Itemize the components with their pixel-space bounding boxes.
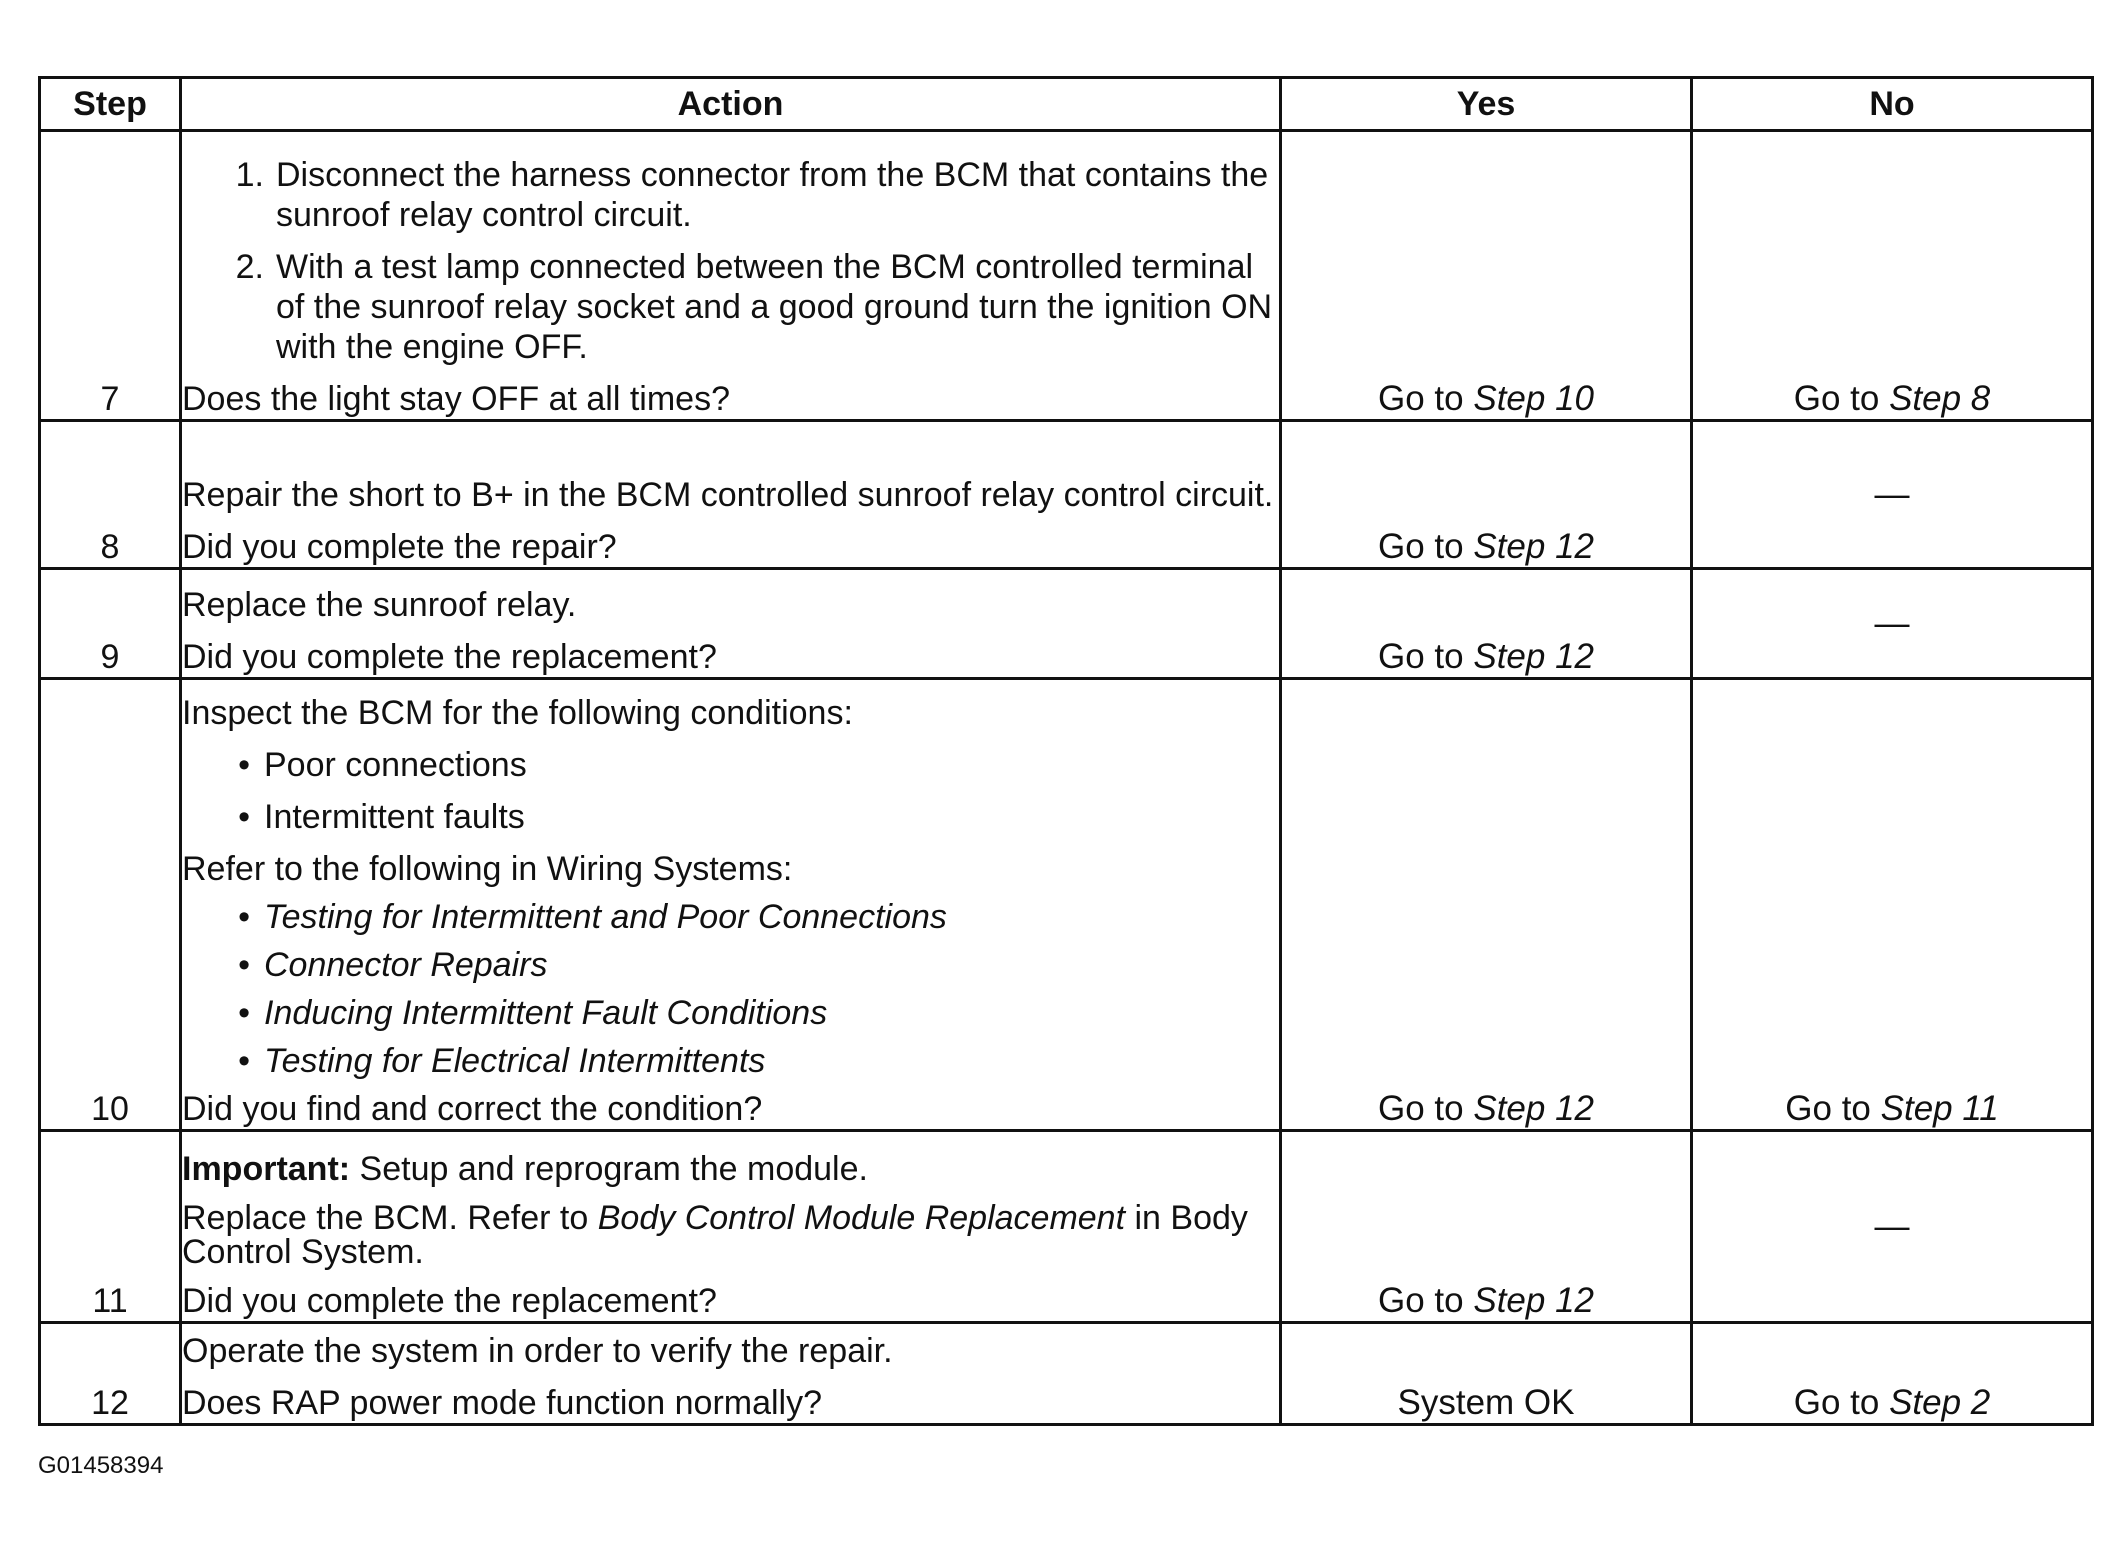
yes-cell — [1281, 1131, 1692, 1323]
no-step-ref: Step 11 — [1880, 1089, 1999, 1128]
header-step: Step — [40, 78, 181, 131]
table-row — [40, 1323, 2093, 1425]
no-prefix: Go to — [1785, 1089, 1871, 1128]
replace-instruction — [182, 1201, 1279, 1269]
yes-cell — [1281, 421, 1692, 569]
action-cell — [181, 679, 1281, 1131]
bullet-icon: • — [238, 898, 250, 936]
yes-cell: System OK — [1281, 1323, 1692, 1425]
bullet-icon: • — [238, 1042, 250, 1080]
intro-text: Inspect the BCM for the following conditions: — [182, 694, 853, 732]
bullet-icon: • — [238, 946, 250, 984]
yes-prefix: Go to — [1378, 637, 1464, 676]
question-text: Does the light stay OFF at all times? — [182, 380, 730, 418]
replace-pre: Replace the BCM. Refer to — [182, 1199, 589, 1237]
action-text: Operate the system in order to verify the repair. — [182, 1332, 893, 1370]
yes-cell — [1281, 131, 1692, 421]
important-label: Important: — [182, 1150, 351, 1188]
table-row — [40, 421, 2093, 569]
list-item — [182, 993, 1279, 1033]
numbered-instructions — [182, 155, 1279, 367]
instruction-text: Disconnect the harness connector from the BCM that contains the sunroof relay control circuit. — [276, 156, 1269, 234]
important-text: Setup and reprogram the module. — [359, 1150, 868, 1188]
no-prefix: Go to — [1793, 379, 1880, 418]
yes-prefix: Go to — [1378, 1281, 1464, 1320]
no-cell — [1692, 679, 2093, 1131]
bullet-icon: • — [238, 746, 250, 784]
list-item — [182, 745, 1279, 785]
list-item — [182, 155, 1279, 235]
item-number: 1. — [235, 156, 264, 194]
conditions-list — [182, 745, 1279, 837]
bullet-icon: • — [238, 798, 250, 836]
bullet-icon: • — [238, 994, 250, 1032]
list-item — [182, 897, 1279, 937]
table-header-row — [40, 78, 2093, 131]
action-cell — [181, 569, 1281, 679]
yes-step-ref: Step 12 — [1473, 1281, 1594, 1320]
question-text: Did you complete the replacement? — [182, 638, 717, 676]
no-step-ref: Step 8 — [1889, 379, 1991, 418]
refer-text: Refer to the following in Wiring Systems: — [182, 850, 793, 888]
step-number: 12 — [40, 1323, 181, 1425]
list-item — [182, 797, 1279, 837]
header-yes: Yes — [1281, 78, 1692, 131]
reference-text: Testing for Intermittent and Poor Connections — [264, 898, 947, 936]
step-number: 8 — [40, 421, 181, 569]
yes-cell — [1281, 569, 1692, 679]
yes-step-ref: Step 12 — [1473, 637, 1594, 676]
list-item — [182, 247, 1279, 367]
action-cell — [181, 1131, 1281, 1323]
question-text: Does RAP power mode function normally? — [182, 1384, 823, 1422]
replace-post: in Body Control System. — [182, 1199, 1248, 1271]
step-number: 10 — [40, 679, 181, 1131]
step-number: 7 — [40, 131, 181, 421]
header-no: No — [1692, 78, 2093, 131]
no-prefix: Go to — [1793, 1383, 1880, 1422]
question-text: Did you complete the repair? — [182, 528, 617, 566]
yes-prefix: Go to — [1378, 527, 1464, 566]
yes-step-ref: Step 12 — [1473, 527, 1594, 566]
diagnostic-table-container — [38, 76, 2091, 1426]
reference-text: Inducing Intermittent Fault Conditions — [264, 994, 828, 1032]
table-row — [40, 1131, 2093, 1323]
no-cell — [1692, 131, 2093, 421]
item-number: 2. — [235, 248, 264, 286]
yes-step-ref: Step 12 — [1473, 1089, 1594, 1128]
yes-cell — [1281, 679, 1692, 1131]
list-item — [182, 1041, 1279, 1081]
action-cell — [181, 421, 1281, 569]
replace-reference: Body Control Module Replacement — [597, 1199, 1126, 1237]
yes-prefix: Go to — [1378, 1089, 1464, 1128]
step-number: 11 — [40, 1131, 181, 1323]
no-step-ref: Step 2 — [1889, 1383, 1991, 1422]
no-cell: — — [1692, 421, 2093, 569]
action-text: Repair the short to B+ in the BCM controlled sunroof relay control circuit. — [182, 476, 1274, 514]
no-cell: — — [1692, 569, 2093, 679]
table-row — [40, 131, 2093, 421]
no-cell — [1692, 1323, 2093, 1425]
table-row — [40, 679, 2093, 1131]
header-action: Action — [181, 78, 1281, 131]
figure-id: G01458394 — [38, 1452, 164, 1479]
reference-text: Testing for Electrical Intermittents — [264, 1042, 766, 1080]
important-note — [182, 1149, 1279, 1189]
action-text: Replace the sunroof relay. — [182, 586, 577, 624]
no-cell: — — [1692, 1131, 2093, 1323]
reference-text: Connector Repairs — [264, 946, 548, 984]
references-list — [182, 897, 1279, 1081]
list-item — [182, 945, 1279, 985]
step-number: 9 — [40, 569, 181, 679]
table-row — [40, 569, 2093, 679]
yes-prefix: Go to — [1378, 379, 1464, 418]
diagnostic-table — [38, 76, 2094, 1426]
condition-text: Intermittent faults — [264, 798, 525, 836]
yes-step-ref: Step 10 — [1473, 379, 1594, 418]
action-cell — [181, 131, 1281, 421]
instruction-text: With a test lamp connected between the BCM controlled terminal of the sunroof relay socket and a good ground turn the ignition ON with the engine OFF. — [276, 248, 1273, 366]
action-cell — [181, 1323, 1281, 1425]
question-text: Did you find and correct the condition? — [182, 1090, 763, 1128]
question-text: Did you complete the replacement? — [182, 1282, 717, 1320]
condition-text: Poor connections — [264, 746, 527, 784]
